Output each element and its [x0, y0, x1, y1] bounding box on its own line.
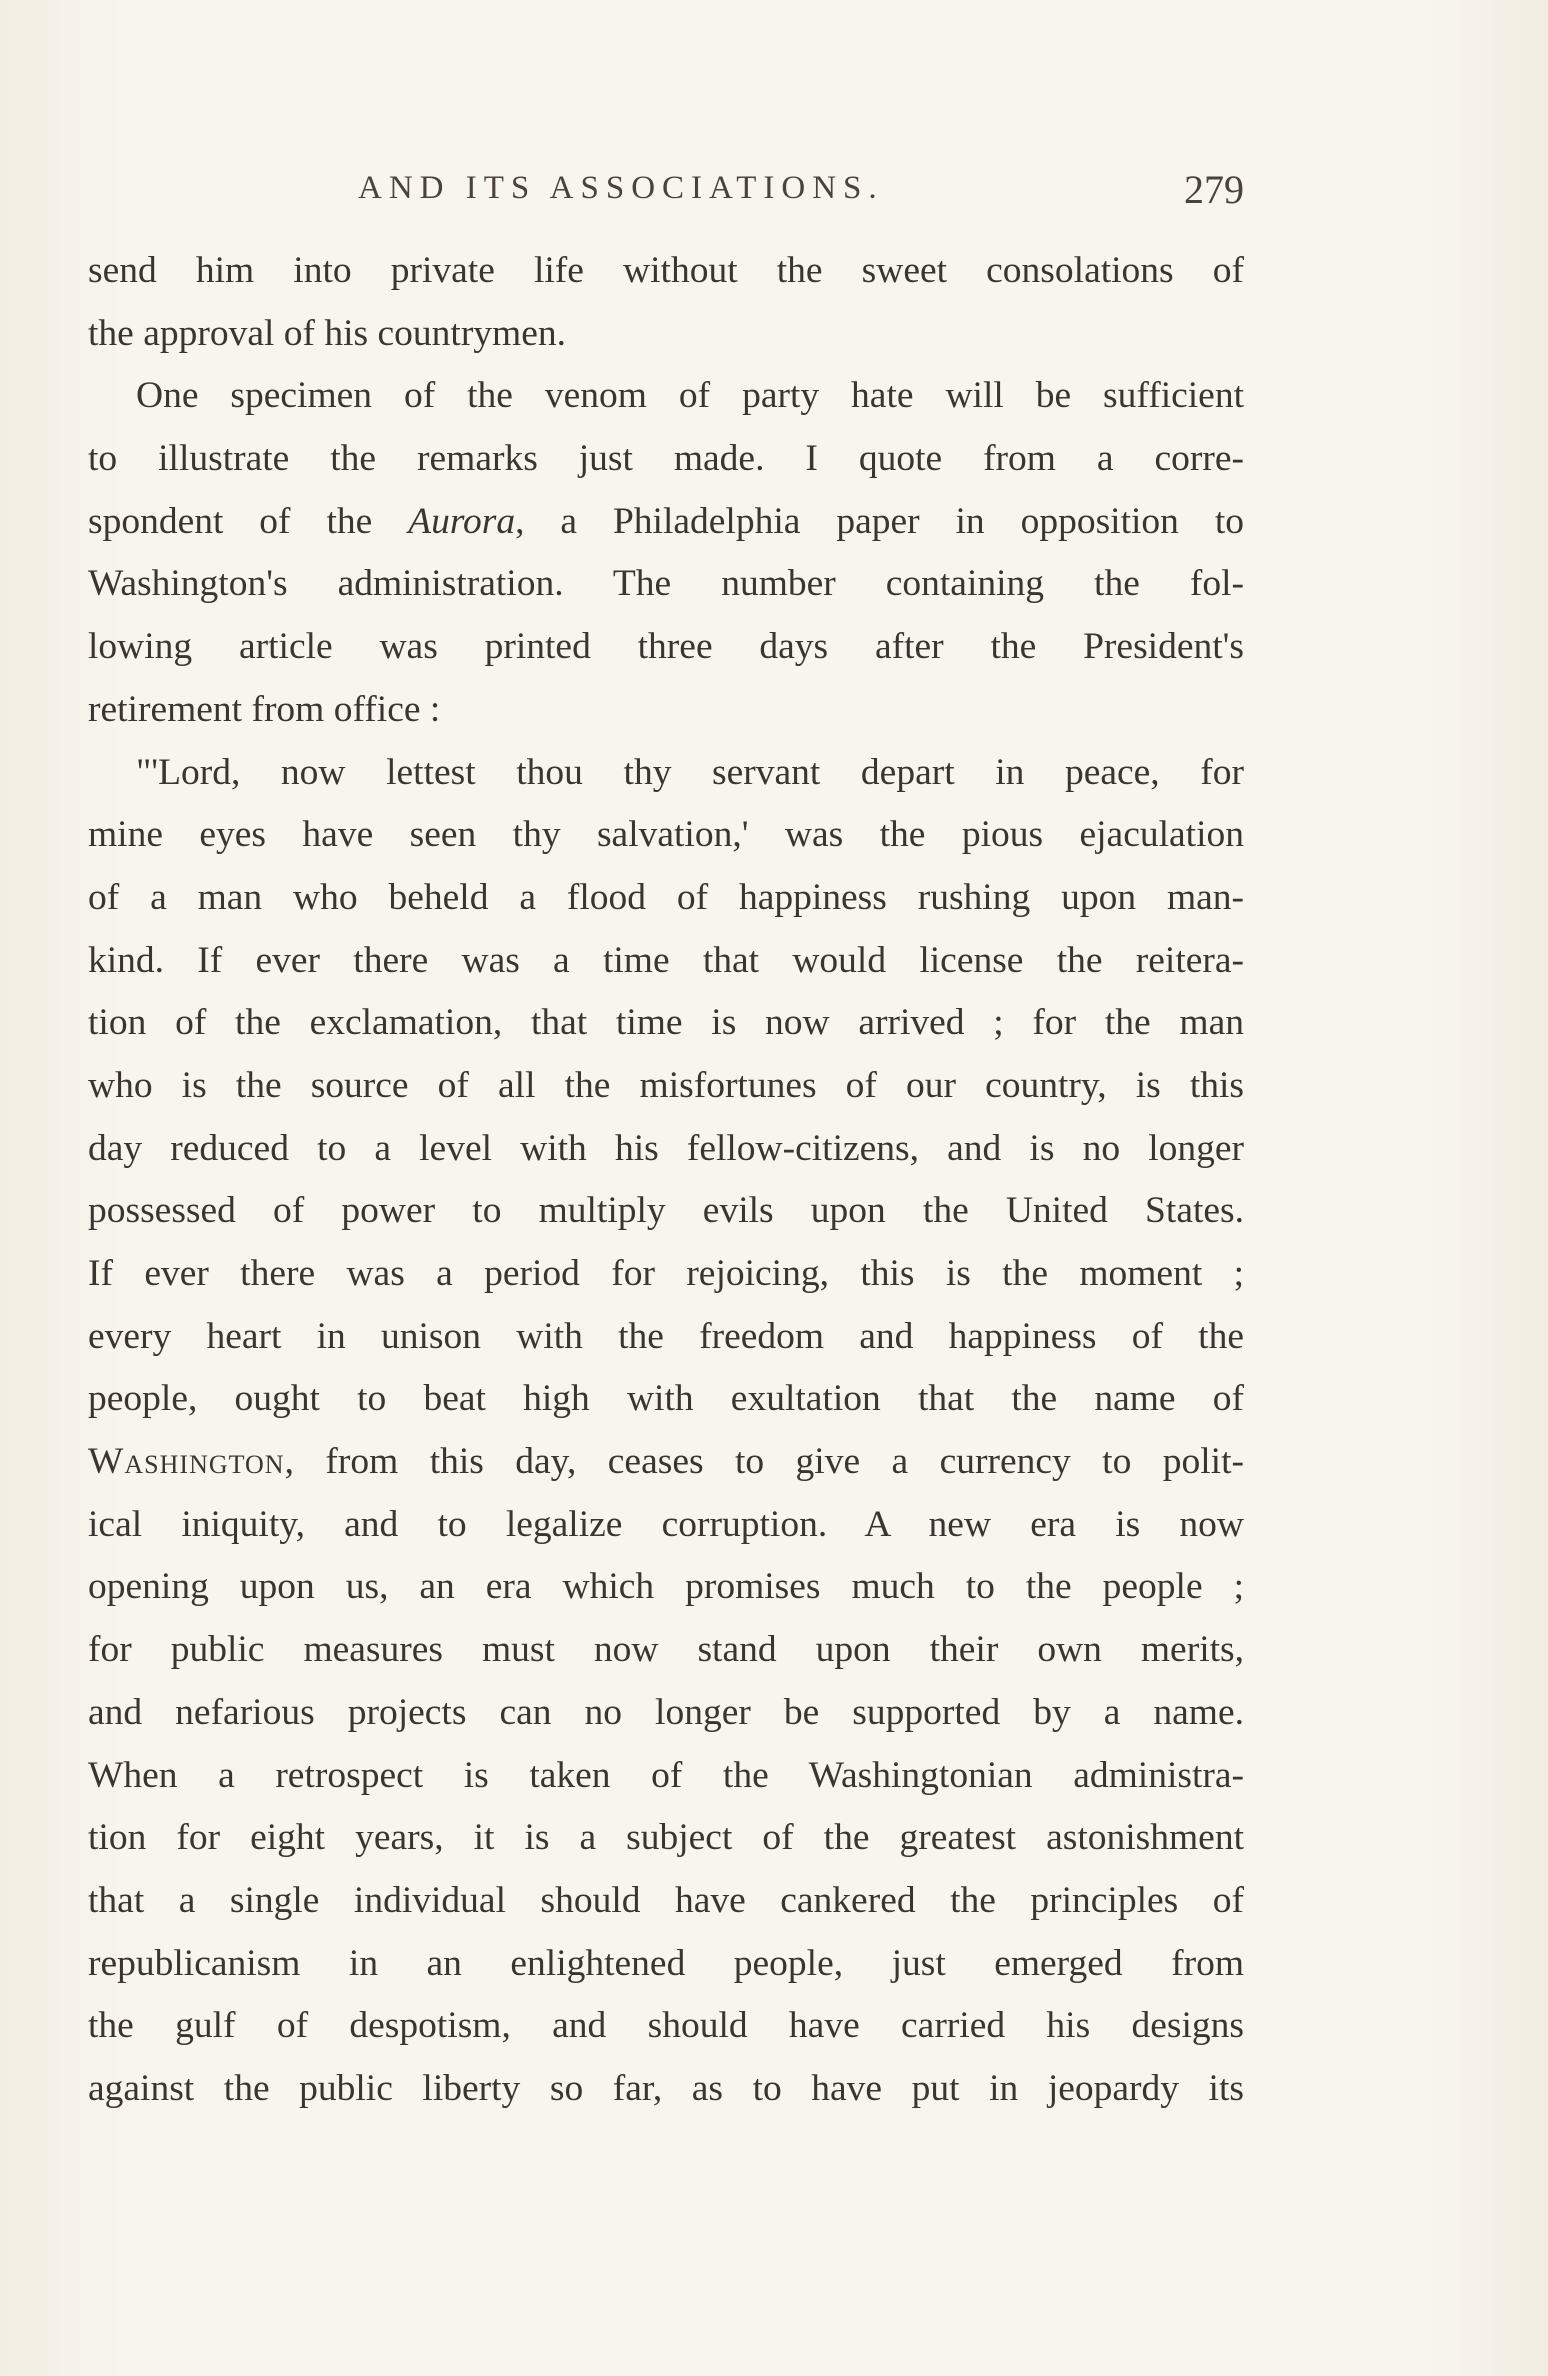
text-line: and nefarious projects can no longer be supported by a name.	[88, 1691, 1244, 1733]
text-line: If ever there was a period for rejoicing, this is the moment ;	[88, 1253, 1244, 1294]
text-line	[88, 491, 1244, 554]
text-line: "'Lord, now lettest thou thy servant depart in peace, for	[136, 751, 1244, 793]
text-line: lowing article was printed three days after the President's	[88, 626, 1244, 668]
text-line: for public measures must now stand upon their own merits,	[88, 1629, 1244, 1671]
text-line: against the public liberty so far, as to have put in jeopardy its	[88, 2067, 1244, 2109]
text-line: that a single individual should have cankered the principles of	[88, 1879, 1244, 1921]
text-line: republicanism in an enlightened people, just emerged from	[88, 1942, 1244, 1984]
text-line: When a retrospect is taken of the Washingtonian administra-	[88, 1754, 1244, 1796]
text-line: tion for eight years, it is a subject of the greatest astonishment	[88, 1817, 1244, 1859]
text-line: ical iniquity, and to legalize corruption. A new era is now	[88, 1503, 1244, 1545]
text-line: people, ought to beat high with exultation that the name of	[88, 1378, 1244, 1420]
body-text	[88, 240, 1244, 2121]
text-line: Washington's administration. The number containing the fol-	[88, 563, 1244, 605]
text-line: of a man who beheld a flood of happiness rushing upon man-	[88, 876, 1244, 918]
text-line: opening upon us, an era which promises much to the people ;	[88, 1566, 1244, 1608]
text-line: the gulf of despotism, and should have carried his designs	[88, 2005, 1244, 2047]
text-line	[88, 1431, 1244, 1494]
text-fragment: , from this day, ceases to give a currency to polit-	[284, 1441, 1244, 1483]
text-line: tion of the exclamation, that time is now arrived ; for the man	[88, 1002, 1244, 1044]
text-line: the approval of his countrymen.	[88, 312, 566, 354]
newspaper-title: Aurora	[408, 500, 516, 542]
page-number: 279	[1184, 167, 1244, 212]
text-line: kind. If ever there was a time that would license the reitera-	[88, 939, 1244, 981]
text-line: every heart in unison with the freedom and happiness of the	[88, 1315, 1244, 1357]
text-fragment: spondent of the	[88, 500, 409, 542]
text-fragment: , a Philadelphia paper in opposition to	[515, 500, 1244, 542]
text-line: day reduced to a level with his fellow-citizens, and is no longer	[88, 1127, 1244, 1169]
text-line: send him into private life without the sweet consolations of	[88, 250, 1244, 291]
text-line: mine eyes have seen thy salvation,' was the pious ejaculation	[88, 814, 1244, 856]
text-line: retirement from office :	[88, 688, 441, 730]
page-header	[88, 166, 1244, 226]
running-head: AND ITS ASSOCIATIONS.	[358, 170, 884, 206]
text-line: One specimen of the venom of party hate will be sufficient	[136, 375, 1244, 417]
small-caps-name: Washington	[88, 1441, 285, 1483]
text-line: who is the source of all the misfortunes of our country, is this	[88, 1064, 1244, 1106]
text-line: to illustrate the remarks just made. I quote from a corre-	[88, 438, 1244, 480]
text-line: possessed of power to multiply evils upon the United States.	[88, 1190, 1244, 1232]
